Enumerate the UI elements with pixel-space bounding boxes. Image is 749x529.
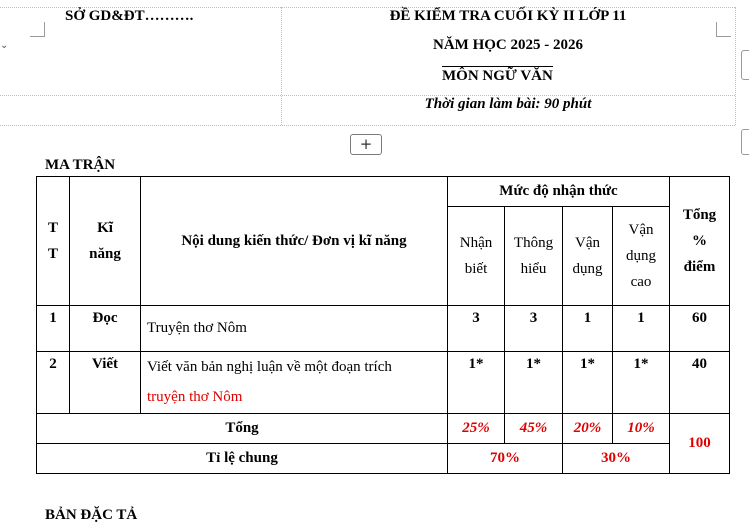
sum-label: Tổng	[37, 414, 448, 444]
subject-title: MÔN NGỮ VĂN	[442, 68, 553, 84]
right-edge-handle-top[interactable]	[741, 50, 749, 80]
header-content: Nội dung kiến thức/ Đơn vị kĩ năng	[141, 177, 448, 306]
row-level-value: 1*	[613, 352, 670, 414]
table-row	[37, 306, 730, 352]
sum-value: 10%	[613, 414, 670, 444]
row-skill: Đọc	[70, 306, 141, 352]
header-level-recognize: Nhận biết	[448, 207, 505, 306]
row-skill: Viết	[70, 352, 141, 414]
header-level-advanced: Vận dụng cao	[613, 207, 670, 306]
row-total: 60	[670, 306, 730, 352]
header-level-apply: Vận dụng	[563, 207, 613, 306]
row-level-value: 3	[448, 306, 505, 352]
right-edge-handle-bottom[interactable]	[741, 129, 749, 155]
corner-mark-left	[30, 22, 45, 37]
header-skill: Kĩ năng	[70, 177, 141, 306]
row-level-value: 3	[505, 306, 563, 352]
table-row	[37, 352, 730, 414]
row-tt: 2	[37, 352, 70, 414]
collapse-chevron-icon[interactable]: ⌄	[0, 40, 9, 51]
ratio-value: 70%	[448, 444, 563, 474]
department-label: SỞ GD&ĐT……….	[65, 8, 194, 24]
header-gridline	[735, 7, 736, 125]
spec-section-title: BẢN ĐẶC TẢ	[45, 507, 138, 523]
header-total-percent: Tổng % điểm	[670, 177, 730, 306]
sum-value: 45%	[505, 414, 563, 444]
header-cognitive-level: Mức độ nhận thức	[448, 177, 670, 207]
matrix-table	[36, 176, 730, 474]
add-row-button[interactable]: +	[350, 134, 382, 155]
row-level-value: 1*	[563, 352, 613, 414]
grand-total: 100	[670, 414, 730, 474]
header-gridline	[0, 125, 735, 126]
row-content: Viết văn bản nghị luận về một đoạn trích truyện thơ Nôm	[141, 352, 448, 414]
ratio-value: 30%	[563, 444, 670, 474]
ratio-row	[37, 444, 730, 474]
header-tt: T T	[37, 177, 70, 306]
sum-value: 25%	[448, 414, 505, 444]
sum-value: 20%	[563, 414, 613, 444]
school-year: NĂM HỌC 2025 - 2026	[433, 37, 583, 53]
sum-row	[37, 414, 730, 444]
exam-duration: Thời gian làm bài: 90 phút	[424, 96, 592, 112]
row-level-value: 1	[563, 306, 613, 352]
row-level-value: 1*	[448, 352, 505, 414]
row-content: Truyện thơ Nôm	[141, 306, 448, 352]
exam-title: ĐỀ KIỂM TRA CUỐI KỲ II LỚP 11	[389, 8, 627, 24]
row-total: 40	[670, 352, 730, 414]
ratio-label: Tỉ lệ chung	[37, 444, 448, 474]
matrix-section-title: MA TRẬN	[45, 157, 116, 173]
header-level-understand: Thông hiểu	[505, 207, 563, 306]
row-content-highlight: truyện thơ Nôm	[147, 389, 243, 405]
row-tt: 1	[37, 306, 70, 352]
row-level-value: 1*	[505, 352, 563, 414]
row-level-value: 1	[613, 306, 670, 352]
